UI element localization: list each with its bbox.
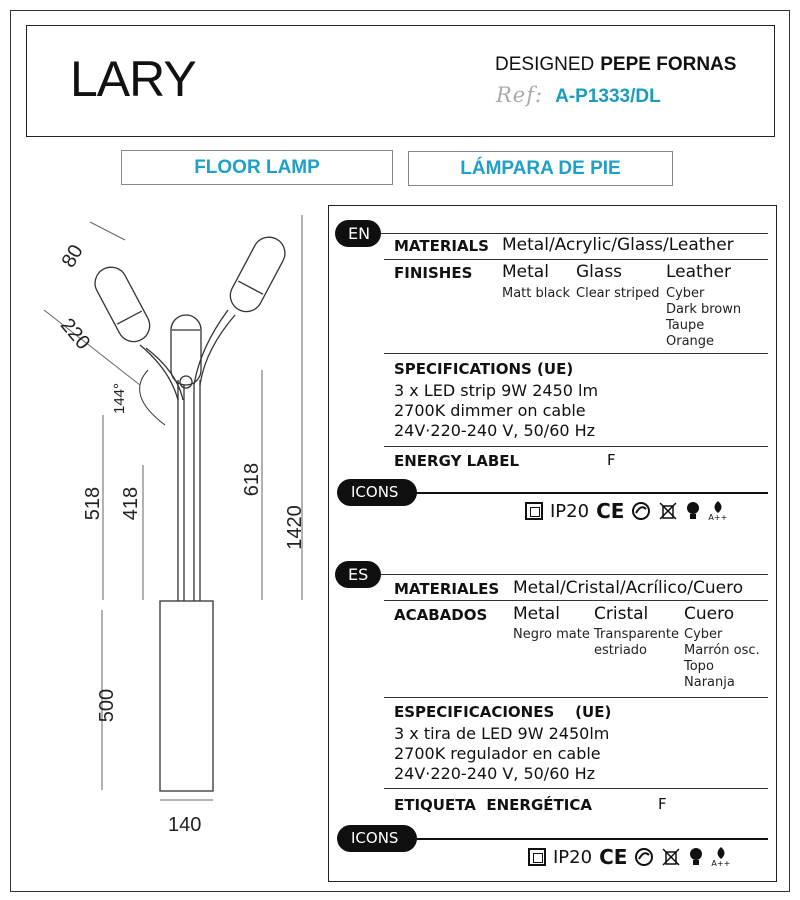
finish-option: Clear striped bbox=[576, 286, 660, 301]
finish-name: Glass bbox=[576, 262, 623, 282]
ip-rating: IP20 bbox=[553, 846, 593, 868]
icons-row-en bbox=[525, 499, 727, 523]
icons-row-es bbox=[528, 845, 730, 869]
finish-option: Negro mate bbox=[513, 627, 590, 642]
energy-label-es: ETIQUETA ENERGÉTICA bbox=[394, 796, 592, 814]
dim-220: 220 bbox=[55, 314, 95, 355]
technical-drawing bbox=[30, 210, 325, 850]
finish-name: Metal bbox=[513, 604, 560, 624]
finish-option: Topo bbox=[684, 659, 714, 674]
lamp-base bbox=[160, 601, 213, 791]
energy-a-plus-plus-icon: A++ bbox=[708, 501, 727, 522]
dim-1420: 1420 bbox=[283, 505, 306, 550]
materials-label-es: MATERIALES bbox=[394, 580, 500, 598]
finish-option: estriado bbox=[594, 643, 647, 658]
dim-140: 140 bbox=[168, 814, 202, 836]
finish-option: Naranja bbox=[684, 675, 735, 690]
dim-80: 80 bbox=[57, 241, 88, 272]
spec-line: 24V·220-240 V, 50/60 Hz bbox=[394, 421, 596, 440]
led-bulb-icon bbox=[685, 501, 701, 521]
ref-value: A-P1333/DL bbox=[555, 86, 661, 107]
energy-value-en: F bbox=[607, 451, 616, 469]
material-item: Metal bbox=[502, 235, 549, 255]
divider bbox=[384, 600, 768, 601]
spec-line: 24V·220-240 V, 50/60 Hz bbox=[394, 764, 596, 783]
finishes-label-en: FINISHES bbox=[394, 264, 473, 282]
energy-a-plus-plus-icon: A++ bbox=[711, 847, 730, 868]
material-item: Cuero bbox=[692, 578, 744, 598]
spec-lines-es bbox=[394, 724, 609, 784]
no-bin-icon bbox=[661, 847, 681, 867]
dim-518: 518 bbox=[82, 486, 105, 521]
material-item: Acrylic bbox=[554, 235, 612, 255]
spec-line: 3 x LED strip 9W 2450 lm bbox=[394, 381, 599, 400]
divider bbox=[372, 574, 768, 575]
finishes-label-es: ACABADOS bbox=[394, 606, 488, 624]
dimmable-icon bbox=[634, 847, 654, 867]
energy-value-es: F bbox=[658, 795, 667, 813]
designer-name: PEPE FORNAS bbox=[600, 54, 737, 75]
spec-label-en: SPECIFICATIONS (UE) bbox=[394, 360, 574, 378]
finish-option: Cyber bbox=[684, 627, 723, 642]
product-title: LARY bbox=[70, 51, 196, 107]
reference-line bbox=[496, 83, 661, 108]
icons-pill-en: ICONS bbox=[337, 479, 417, 506]
dim-angle-144: 144° bbox=[111, 382, 129, 415]
finish-name: Cuero bbox=[684, 604, 735, 624]
middle-shade bbox=[171, 315, 201, 388]
spec-lines-en bbox=[394, 381, 598, 441]
material-item: Cristal bbox=[565, 578, 620, 598]
dim-618: 618 bbox=[241, 462, 264, 497]
lang-pill-en: EN bbox=[335, 220, 381, 247]
finish-option: Taupe bbox=[666, 318, 705, 333]
finish-option: Matt black bbox=[502, 286, 571, 301]
ip-rating: IP20 bbox=[550, 500, 590, 522]
tag-lampara-de-pie: LÁMPARA DE PIE bbox=[408, 151, 673, 186]
ip20-icon bbox=[525, 502, 543, 520]
divider bbox=[384, 697, 768, 698]
energy-label-en: ENERGY LABEL bbox=[394, 452, 520, 470]
finish-name: Metal bbox=[502, 262, 549, 282]
divider bbox=[384, 446, 768, 447]
finish-option: Dark brown bbox=[666, 302, 742, 317]
spec-line: 3 x tira de LED 9W 2450lm bbox=[394, 724, 610, 743]
materials-label-en: MATERIALS bbox=[394, 237, 489, 255]
material-item: Leather bbox=[668, 235, 734, 255]
divider bbox=[400, 492, 768, 494]
divider bbox=[400, 838, 768, 840]
dim-418: 418 bbox=[120, 486, 143, 521]
spec-line: 2700K dimmer on cable bbox=[394, 401, 586, 420]
right-shade bbox=[225, 232, 291, 318]
ip20-icon bbox=[528, 848, 546, 866]
no-bin-icon bbox=[658, 501, 678, 521]
designed-label: DESIGNED bbox=[495, 54, 595, 75]
divider bbox=[384, 788, 768, 789]
finish-option: Marrón osc. bbox=[684, 643, 760, 658]
divider bbox=[384, 353, 768, 354]
ce-icon: CE bbox=[596, 499, 625, 523]
materials-list-es: Metal/Cristal/Acrílico/Cuero bbox=[513, 578, 744, 598]
dim-500: 500 bbox=[96, 688, 119, 723]
finish-name: Cristal bbox=[594, 604, 649, 624]
tag-floor-lamp: FLOOR LAMP bbox=[121, 150, 393, 185]
finish-option: Orange bbox=[666, 334, 715, 349]
led-bulb-icon bbox=[688, 847, 704, 867]
materials-list-en: Metal/Acrylic/Glass/Leather bbox=[502, 235, 734, 255]
finish-name: Leather bbox=[666, 262, 731, 282]
icons-pill-es: ICONS bbox=[337, 825, 417, 852]
finish-option: Cyber bbox=[666, 286, 705, 301]
material-item: Metal bbox=[513, 578, 560, 598]
divider bbox=[384, 259, 768, 260]
material-item: Glass bbox=[616, 235, 663, 255]
finish-option: Transparente bbox=[594, 627, 679, 642]
spec-line: 2700K regulador en cable bbox=[394, 744, 601, 763]
spec-label-es: ESPECIFICACIONES (UE) bbox=[394, 703, 612, 721]
left-shade bbox=[89, 262, 155, 348]
ce-icon: CE bbox=[599, 845, 628, 869]
dimmable-icon bbox=[631, 501, 651, 521]
ref-label: Ref: bbox=[496, 83, 544, 107]
designer-line bbox=[495, 54, 736, 76]
lang-pill-es: ES bbox=[335, 561, 381, 588]
divider bbox=[372, 233, 768, 234]
material-item: Acrílico bbox=[625, 578, 688, 598]
